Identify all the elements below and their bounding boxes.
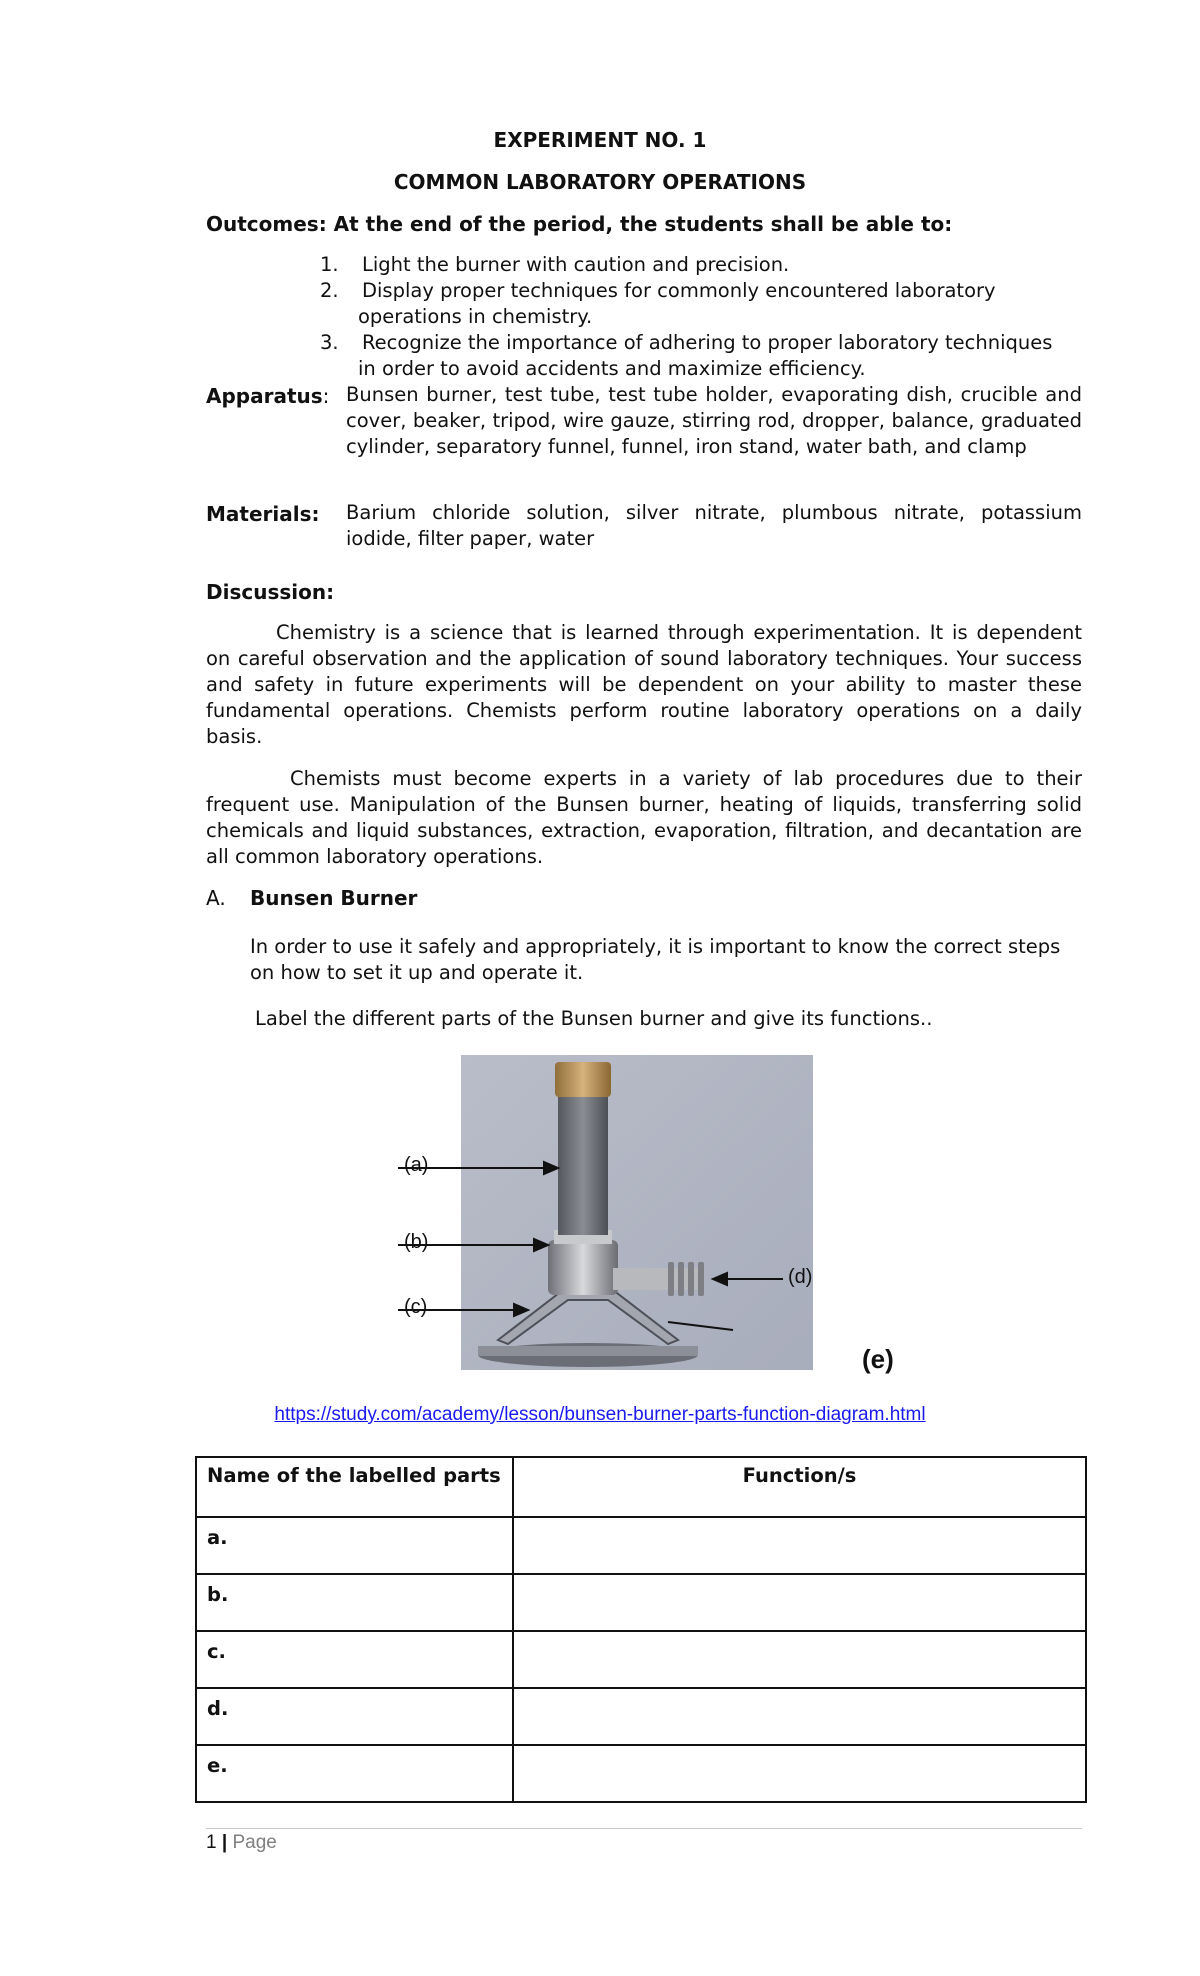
table-cell-part: e. bbox=[196, 1745, 513, 1802]
photo-background bbox=[461, 1055, 813, 1370]
outcomes-list bbox=[320, 252, 1080, 382]
apparatus-colon: : bbox=[322, 384, 330, 408]
discussion-paragraph-1: Chemistry is a science that is learned through experimentation. It is dependent on careful observation and the application of sound laboratory techniques. Your success and safety in future experiments will be dependent on your ability to master these fundamental operations. Chemists perform routine laboratory operations on a daily basis. bbox=[206, 621, 1082, 748]
table-cell-function[interactable] bbox=[513, 1688, 1086, 1745]
table-row bbox=[196, 1745, 1086, 1802]
table-header-row bbox=[196, 1457, 1086, 1517]
table-cell-function[interactable] bbox=[513, 1631, 1086, 1688]
outcome-text-continued: in order to avoid accidents and maximize efficiency. bbox=[358, 357, 866, 380]
page-number: 1 bbox=[206, 1832, 217, 1853]
figure-label-d: (d) bbox=[788, 1266, 813, 1288]
table-row bbox=[196, 1517, 1086, 1574]
table-row bbox=[196, 1574, 1086, 1631]
table-cell-function[interactable] bbox=[513, 1574, 1086, 1631]
page-footer bbox=[206, 1832, 277, 1854]
table-header-function: Function/s bbox=[513, 1457, 1086, 1517]
bunsen-burner-figure bbox=[398, 1050, 868, 1380]
experiment-subheading: COMMON LABORATORY OPERATIONS bbox=[393, 170, 807, 194]
outcomes-heading: Outcomes: At the end of the period, the students shall be able to: bbox=[206, 212, 953, 236]
section-a-title: Bunsen Burner bbox=[250, 886, 418, 910]
footer-divider bbox=[206, 1828, 1082, 1829]
table-row bbox=[196, 1688, 1086, 1745]
table-cell-function[interactable] bbox=[513, 1745, 1086, 1802]
outcome-item bbox=[320, 330, 1080, 382]
parts-table bbox=[195, 1456, 1087, 1803]
figure-label-e: (e) bbox=[862, 1344, 894, 1374]
air-regulator-collar bbox=[548, 1240, 618, 1295]
instruction-text: Label the different parts of the Bunsen burner and give its functions.. bbox=[255, 1007, 933, 1030]
apparatus-label: Apparatus bbox=[206, 384, 323, 408]
table-cell-part: d. bbox=[196, 1688, 513, 1745]
outcome-text: Light the burner with caution and precision. bbox=[362, 253, 790, 276]
outcome-item bbox=[320, 278, 1080, 330]
footer-separator: | bbox=[221, 1832, 228, 1853]
figure-label-b: (b) bbox=[404, 1231, 429, 1253]
outcome-text: Display proper techniques for commonly encountered laboratory bbox=[362, 279, 996, 302]
table-header-name: Name of the labelled parts bbox=[196, 1457, 513, 1517]
section-a-heading bbox=[206, 886, 417, 910]
bunsen-burner-image bbox=[398, 1050, 868, 1380]
page-word: Page bbox=[232, 1832, 277, 1853]
materials-text: Barium chloride solution, silver nitrate, plumbous nitrate, potassium iodide, filter paper, water bbox=[346, 501, 1082, 550]
source-link[interactable]: https://study.com/academy/lesson/bunsen-burner-parts-function-diagram.html bbox=[274, 1404, 926, 1425]
section-a-letter: A. bbox=[206, 886, 226, 910]
outcome-number: 3. bbox=[320, 331, 339, 354]
table-row bbox=[196, 1631, 1086, 1688]
outcome-text-continued: operations in chemistry. bbox=[358, 305, 593, 328]
discussion-paragraph-2: Chemists must become experts in a variety of lab procedures due to their frequent use. Manipulation of the Bunsen burner, heating of liquids, transferring solid chemicals and liquid substances, extraction, evaporation, filtration, and decantation are all common laboratory operations. bbox=[206, 767, 1082, 868]
materials-label: Materials: bbox=[206, 502, 320, 526]
table-cell-part: c. bbox=[196, 1631, 513, 1688]
section-a-text: In order to use it safely and appropriately, it is important to know the correct steps on how to set it up and operate it. bbox=[250, 935, 1061, 984]
figure-label-c: (c) bbox=[404, 1296, 428, 1318]
outcome-number: 1. bbox=[320, 253, 339, 276]
table-cell-function[interactable] bbox=[513, 1517, 1086, 1574]
figure-label-a: (a) bbox=[404, 1154, 429, 1176]
outcome-number: 2. bbox=[320, 279, 339, 302]
table-cell-part: a. bbox=[196, 1517, 513, 1574]
discussion-heading: Discussion: bbox=[206, 580, 335, 604]
apparatus-text: Bunsen burner, test tube, test tube holder, evaporating dish, crucible and cover, beaker, tripod, wire gauze, stirring rod, dropper, balance, graduated cylinder, separatory funnel, funnel, iron stand, water bath, and clamp bbox=[346, 383, 1082, 458]
experiment-heading: EXPERIMENT NO. 1 bbox=[493, 128, 707, 152]
table-cell-part: b. bbox=[196, 1574, 513, 1631]
outcome-item bbox=[320, 252, 1080, 278]
burner-cap bbox=[555, 1062, 611, 1097]
apparatus-label-row bbox=[206, 384, 329, 408]
outcome-text: Recognize the importance of adhering to proper laboratory techniques bbox=[362, 331, 1053, 354]
burner-barrel bbox=[558, 1095, 608, 1235]
